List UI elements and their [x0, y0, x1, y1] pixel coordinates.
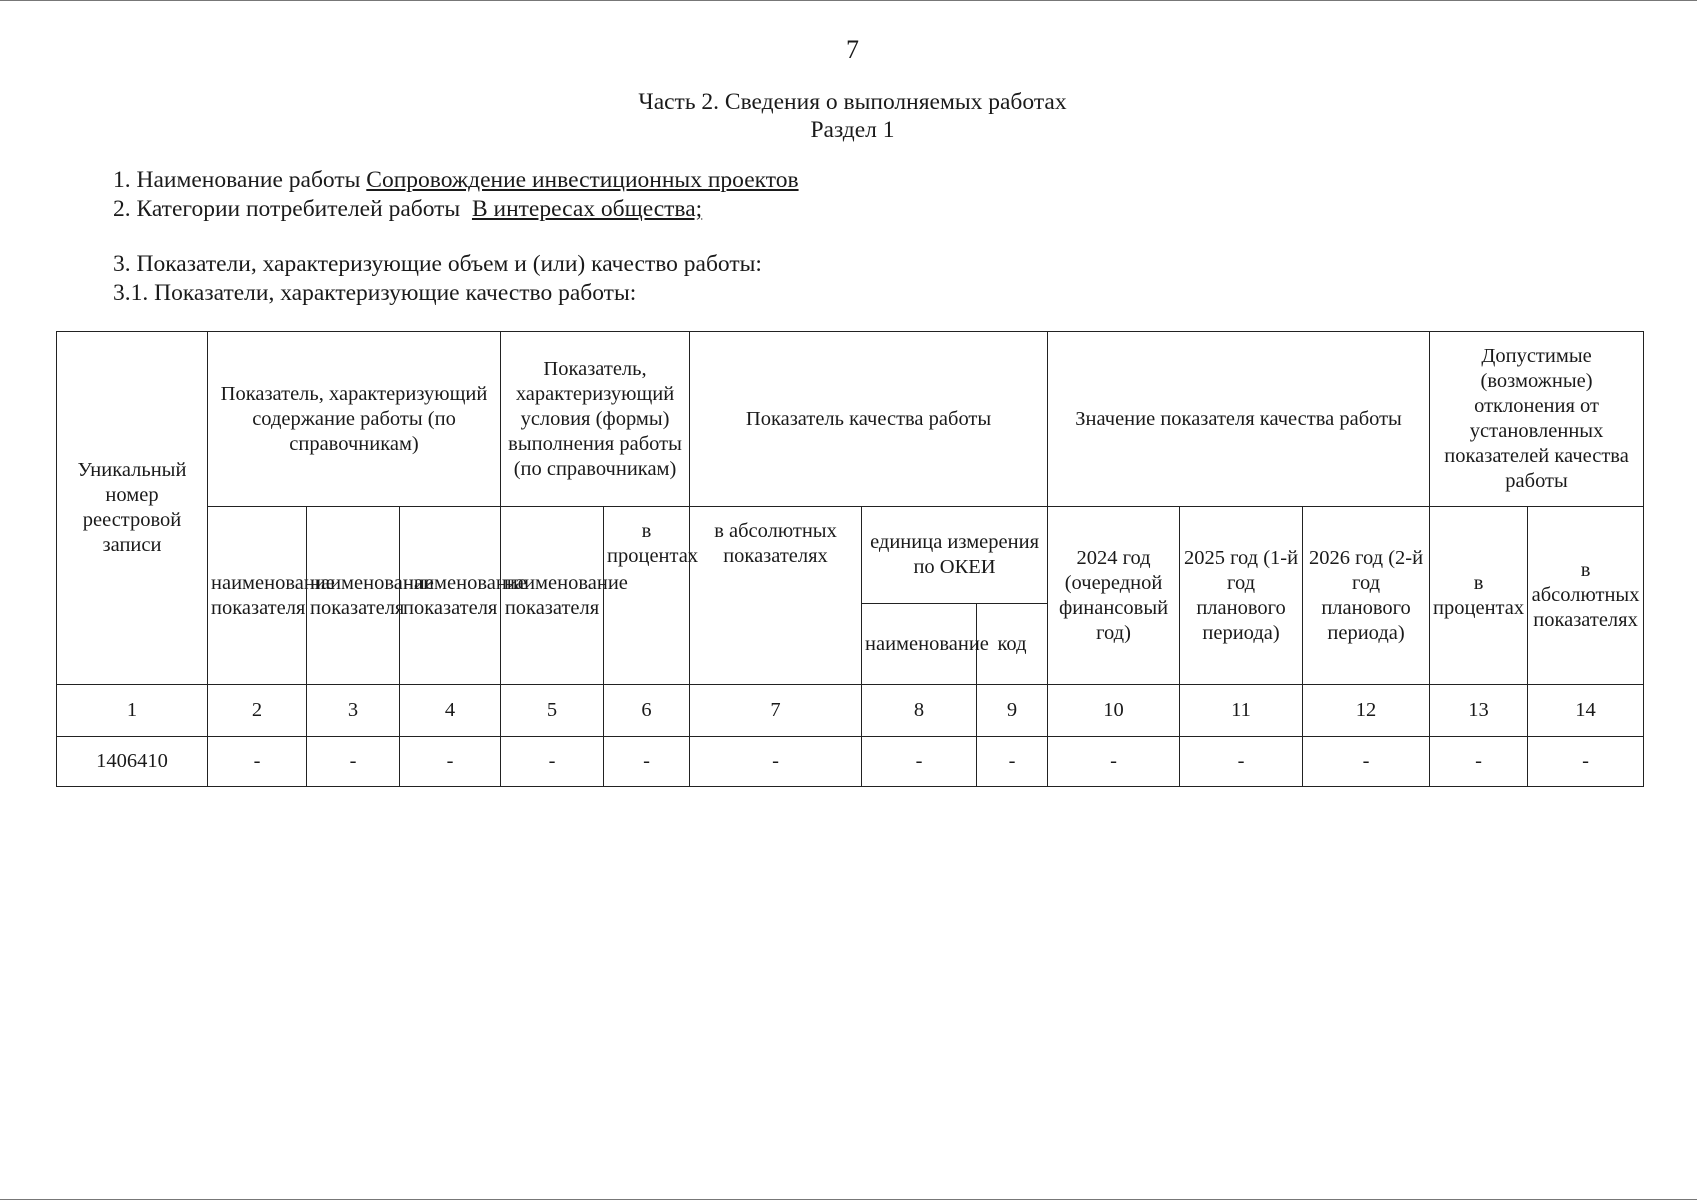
header-quality-indicator: Показатель качества работы: [690, 332, 1048, 507]
header-in-percent-6: в процентах: [604, 507, 690, 685]
column-number: 7: [690, 685, 862, 737]
registry-number-cell: 1406410: [57, 737, 208, 787]
table-cell: -: [604, 737, 690, 787]
column-number: 11: [1180, 685, 1303, 737]
table-cell: -: [400, 737, 501, 787]
column-number: 2: [208, 685, 307, 737]
column-number: 9: [977, 685, 1048, 737]
header-name-indicator-2: наименование показателя: [208, 507, 307, 685]
work-name-value: Сопровождение инвестиционных проектов: [366, 167, 799, 193]
header-year-2026: 2026 год (2-й год планового периода): [1303, 507, 1430, 685]
work-name-label: 1. Наименование работы: [113, 167, 361, 193]
column-number: 14: [1528, 685, 1644, 737]
table-cell: -: [977, 737, 1048, 787]
table-cell: -: [1528, 737, 1644, 787]
table-cell: -: [690, 737, 862, 787]
header-in-absolute: в абсолютных показателях: [690, 507, 862, 685]
section-title: Раздел 1: [810, 117, 895, 143]
table-cell: -: [1303, 737, 1430, 787]
column-numbers-row: [57, 685, 1644, 737]
quality-indicators-heading: 3.1. Показатели, характеризующие качество работы:: [113, 280, 637, 306]
header-year-2025: 2025 год (1-й год планового периода): [1180, 507, 1303, 685]
work-name-line: [113, 167, 799, 194]
header-dev-absolute: в абсолютных показателях: [1528, 507, 1644, 685]
table-cell: -: [1048, 737, 1180, 787]
header-dev-percent: в процентах: [1430, 507, 1528, 685]
indicators-heading: 3. Показатели, характеризующие объем и (или) качество работы:: [113, 251, 762, 277]
column-number: 3: [307, 685, 400, 737]
page-number: 7: [846, 35, 859, 64]
part-title: Часть 2. Сведения о выполняемых работах: [638, 89, 1067, 115]
header-okei-code: код: [977, 604, 1048, 685]
table-cell: -: [1180, 737, 1303, 787]
column-number: 4: [400, 685, 501, 737]
consumers-value: В интересах общества;: [471, 196, 703, 222]
table-header-row: [57, 332, 1644, 507]
header-name-indicator-3: наименование показателя: [307, 507, 400, 685]
table-cell: -: [862, 737, 977, 787]
column-number: 6: [604, 685, 690, 737]
column-number: 10: [1048, 685, 1180, 737]
table-row: [57, 737, 1644, 787]
column-number: 5: [501, 685, 604, 737]
header-deviations: Допустимые (возможные) отклонения от установленных показателей качества работы: [1430, 332, 1644, 507]
header-name-indicator-5: наименование показателя: [501, 507, 604, 685]
consumers-line: [113, 196, 702, 223]
table-subheader-row: [57, 507, 1644, 604]
table-cell: -: [208, 737, 307, 787]
column-number: 1: [57, 685, 208, 737]
header-unique-number: Уникальный номер реестровой записи: [57, 332, 208, 685]
quality-indicators-table: [56, 331, 1644, 787]
header-okei-name: наименование: [862, 604, 977, 685]
header-conditions-indicator: Показатель, характеризующий условия (формы) выполнения работы (по справочникам): [501, 332, 690, 507]
column-number: 8: [862, 685, 977, 737]
header-content-indicator: Показатель, характеризующий содержание работы (по справочникам): [208, 332, 501, 507]
table-cell: -: [307, 737, 400, 787]
header-quality-value: Значение показателя качества работы: [1048, 332, 1430, 507]
table-cell: -: [501, 737, 604, 787]
table-cell: -: [1430, 737, 1528, 787]
column-number: 12: [1303, 685, 1430, 737]
header-year-2024: 2024 год (очередной финансовый год): [1048, 507, 1180, 685]
consumers-label: 2. Категории потребителей работы: [113, 196, 461, 222]
header-name-indicator-4: наименование показателя: [400, 507, 501, 685]
column-number: 13: [1430, 685, 1528, 737]
header-okei-unit: единица измерения по ОКЕИ: [862, 507, 1048, 604]
